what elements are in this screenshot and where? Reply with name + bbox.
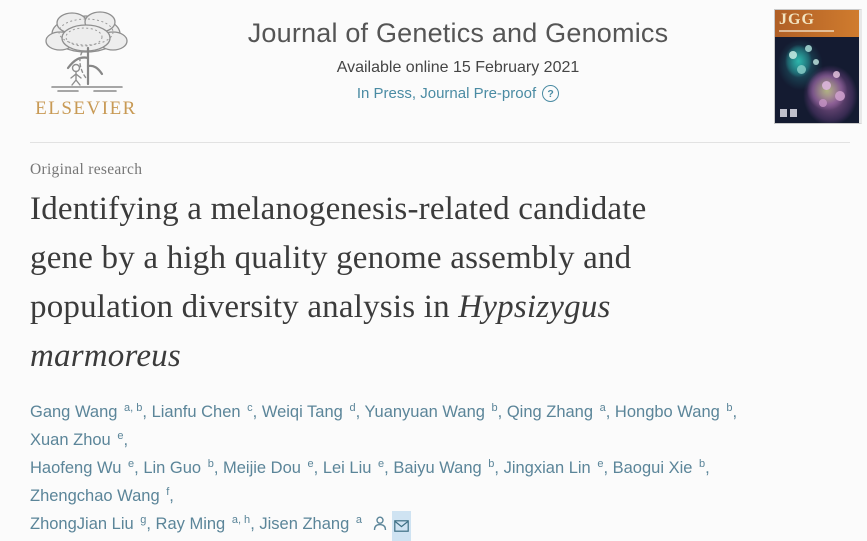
author-list: Gang Wang $^{a, b}$, Lianfu Chen $^c$, Weiqi Tang $^d$, Yuanyuan Wang $^b$, Qing Zhang $^a$, Hongbo Wang $^b$, Xuan Zhou $^e$, Haofeng Wu $^e$, Lin Guo $^b$, Meijie Dou $^e$, Lei Liu $^e$, Baiyu Wang $^b$, Jingxian Lin $^e$, Baogui Xie $^b$, Zhengchao Wang $^f$, ZhongJian Liu $^g$, Ray Ming $^{a, h}$, Jisen Zhang $^a$ xyxy=(30,398,827,541)
in-press-preproof-link[interactable] xyxy=(357,85,559,102)
author-link[interactable]: Lin Guo $^b$ xyxy=(143,457,214,477)
corresponding-author-icons xyxy=(373,515,411,533)
elsevier-logo[interactable] xyxy=(30,8,142,120)
title-line-3: population diversity analysis in Hypsizygus xyxy=(30,289,611,325)
available-online-date: Available online 15 February 2021 xyxy=(336,59,580,76)
cover-publisher-logos xyxy=(780,109,797,117)
in-press-label: In Press, Journal Pre-proof xyxy=(356,85,537,102)
article-title xyxy=(30,185,827,381)
author-link[interactable]: Zhengchao Wang $^f$ xyxy=(30,485,170,505)
author-link[interactable]: Qing Zhang $^a$ xyxy=(506,401,606,421)
article-main xyxy=(0,143,867,541)
title-line-2: gene by a high quality genome assembly and xyxy=(30,240,632,276)
author-link[interactable]: Lei Liu $^e$ xyxy=(322,457,385,477)
author-link[interactable]: Yuanyuan Wang $^b$ xyxy=(364,401,498,421)
author-link[interactable]: Jingxian Lin $^e$ xyxy=(503,457,604,477)
help-question-icon[interactable]: ? xyxy=(542,85,559,102)
author-profile-icon[interactable] xyxy=(373,516,387,531)
elsevier-wordmark: ELSEVIER xyxy=(35,98,137,119)
elsevier-tree-icon xyxy=(34,8,138,100)
cover-subtitle-line xyxy=(779,30,834,32)
title-line-1: Identifying a melanogenesis-related candidate xyxy=(30,191,647,227)
author-link[interactable]: ZhongJian Liu $^g$ xyxy=(30,513,147,533)
journal-title-link[interactable]: Journal of Genetics and Genomics xyxy=(247,18,669,48)
author-link[interactable]: Gang Wang $^{a, b}$ xyxy=(30,401,143,421)
author-link[interactable]: Jisen Zhang $^a$ xyxy=(259,513,362,533)
title-line-4 xyxy=(30,332,827,381)
article-category: Original research xyxy=(30,161,143,178)
species-name-part1: Hypsizygus xyxy=(458,289,611,325)
email-author-icon[interactable] xyxy=(392,511,411,541)
author-link[interactable]: Xuan Zhou $^e$ xyxy=(30,429,124,449)
author-link[interactable]: Baogui Xie $^b$ xyxy=(612,457,706,477)
banner-center xyxy=(142,8,774,103)
cover-masthead xyxy=(775,10,859,37)
author-link[interactable]: Hongbo Wang $^b$ xyxy=(614,401,733,421)
author-link[interactable]: Ray Ming $^{a, h}$ xyxy=(155,513,251,533)
author-link[interactable]: Meijie Dou $^e$ xyxy=(222,457,314,477)
journal-banner xyxy=(0,0,867,128)
journal-cover-thumbnail[interactable] xyxy=(774,9,862,124)
species-name-part2: marmoreus xyxy=(30,338,181,374)
author-link[interactable]: Haofeng Wu $^e$ xyxy=(30,457,135,477)
jgg-logo: JGG xyxy=(779,11,815,28)
author-link[interactable]: Lianfu Chen $^c$ xyxy=(151,401,253,421)
cover-artwork xyxy=(775,37,859,123)
author-link[interactable]: Weiqi Tang $^d$ xyxy=(261,401,356,421)
author-link[interactable]: Baiyu Wang $^b$ xyxy=(393,457,495,477)
